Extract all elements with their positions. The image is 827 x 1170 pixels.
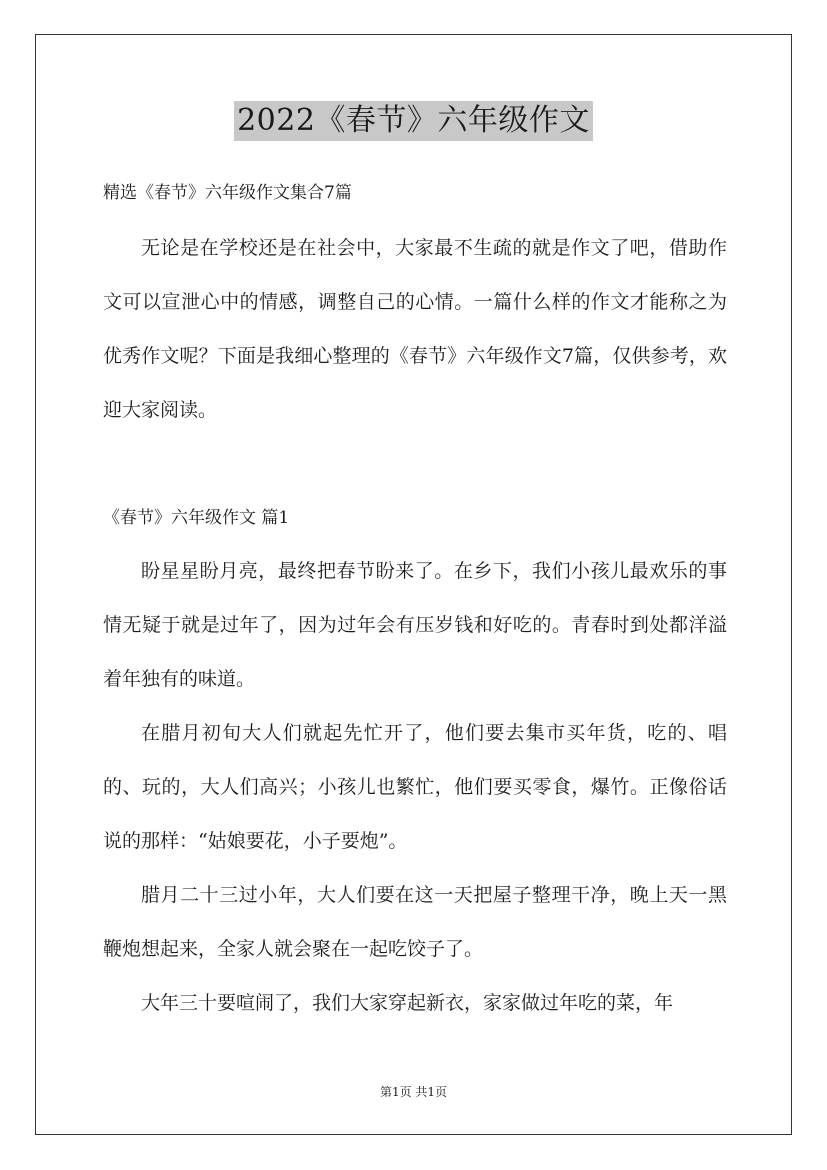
body-paragraph-2: 在腊月初旬大人们就起先忙开了，他们要去集市买年货，吃的、唱的、玩的，大人们高兴；小孩儿也繁忙，他们要买零食，爆竹。正像俗话说的那样：“姑娘要花，小子要炮”。 [103,722,727,852]
page-footer: 第1页 共1页 [379,1085,448,1099]
body-paragraph-4: 大年三十要喧闹了，我们大家穿起新衣，家家做过年吃的菜，年 [141,992,674,1014]
section-heading: 《春节》六年级作文 篇1 [103,508,290,528]
document-title: 2022《春节》六年级作文 [234,101,593,141]
body-paragraph-3: 腊月二十三过小年，大人们要在这一天把屋子整理干净，晚上天一黑鞭炮想起来，全家人就会聚在一起吃饺子了。 [103,884,727,960]
title-container [0,101,827,141]
document-subtitle: 精选《春节》六年级作文集合7篇 [103,183,352,203]
body-paragraph-1: 盼星星盼月亮，最终把春节盼来了。在乡下，我们小孩儿最欢乐的事情无疑于就是过年了，因为过年会有压岁钱和好吃的。青春时到处都洋溢着年独有的味道。 [103,560,727,690]
intro-paragraph: 无论是在学校还是在社会中，大家最不生疏的就是作文了吧，借助作文可以宣泄心中的情感，调整自己的心情。一篇什么样的作文才能称之为优秀作文呢？下面是我细心整理的《春节》六年级作文7篇，仅供参考，欢迎大家阅读。 [103,237,727,421]
